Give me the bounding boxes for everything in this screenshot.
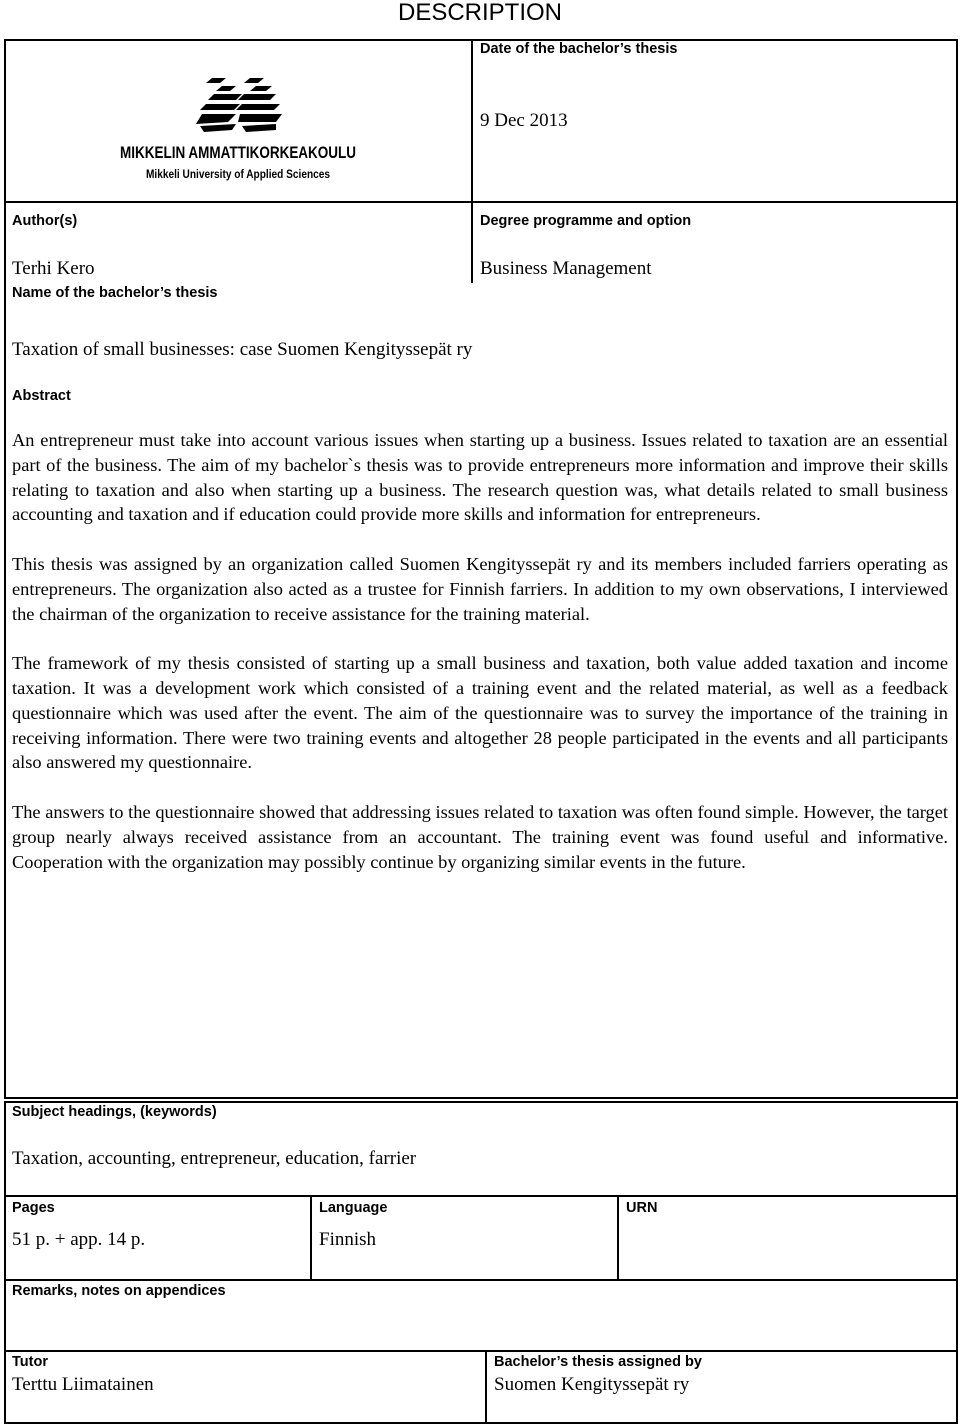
header-divider-horizontal (4, 201, 958, 203)
remarks-label: Remarks, notes on appendices (12, 1283, 226, 1299)
tutor-value: Terttu Liimatainen (12, 1374, 154, 1395)
tutor-label: Tutor (12, 1354, 48, 1370)
keywords-value: Taxation, accounting, entrepreneur, education, farrier (12, 1148, 417, 1169)
author-label: Author(s) (12, 213, 78, 229)
abstract-body (12, 428, 948, 899)
language-value: Finnish (319, 1229, 377, 1250)
language-divider (617, 1195, 619, 1281)
date-value: 9 Dec 2013 (480, 110, 568, 131)
abstract-paragraph: The answers to the questionnaire showed that addressing issues related to taxation was often found simple. However, the target group nearly always received assistance from an accountant. The training event was found useful and informative. Cooperation with the organization may possibly continue by organizing similar events in the future. (12, 801, 948, 872)
pages-divider (310, 1195, 312, 1281)
language-label: Language (319, 1200, 388, 1216)
degree-value: Business Management (480, 258, 652, 279)
author-value: Terhi Kero (12, 258, 95, 279)
logo-emblem-icon (116, 74, 360, 186)
pages-language-urn-box (4, 1195, 958, 1281)
degree-label: Degree programme and option (480, 213, 692, 229)
page-title: DESCRIPTION (397, 0, 562, 26)
pages-value: 51 p. + app. 14 p. (12, 1229, 146, 1250)
university-logo (116, 74, 360, 186)
thesis-name-value: Taxation of small businesses: case Suomen Kengityssepät ry (12, 339, 473, 360)
urn-label: URN (626, 1200, 658, 1216)
header-divider-vertical (471, 39, 473, 283)
logo-name: MIKKELIN AMMATTIKORKEAKOULU (120, 143, 356, 162)
tutor-divider (485, 1350, 487, 1424)
abstract-label: Abstract (12, 388, 71, 404)
date-label: Date of the bachelor’s thesis (480, 41, 678, 57)
abstract-paragraph: This thesis was assigned by an organization called Suomen Kengityssepät ry and its members included farriers operating as entrepreneurs. The organization also acted as a trustee for Finnish farriers. In addition to my own observations, I interviewed the chairman of the organization to receive assistance for the training material. (12, 553, 948, 624)
abstract-paragraph: An entrepreneur must take into account various issues when starting up a business. Issues related to taxation are an essential part of the business. The aim of my bachelor`s thesis was to provide entrepreneurs more information and improve their skills relating to taxation and also when starting up a business. The research question was, what details related to small business accounting and taxation and if education could provide more skills and information for entrepreneurs. (12, 430, 948, 525)
keywords-label: Subject headings, (keywords) (12, 1104, 217, 1120)
thesis-name-label: Name of the bachelor’s thesis (12, 285, 218, 301)
assigned-by-value: Suomen Kengityssepät ry (494, 1374, 690, 1395)
abstract-paragraph: The framework of my thesis consisted of starting up a small business and taxation, both value added taxation and income taxation. It was a development work which consisted of a training event and the related material, as well as a feedback questionnaire which was used after the event. The aim of the questionnaire was to survey the importance of the training in receiving information. There were two training events and altogether 28 people participated in the events and all participants also answered my questionnaire. (12, 653, 948, 773)
pages-label: Pages (12, 1200, 55, 1216)
logo-subtitle: Mikkeli University of Applied Sciences (146, 169, 330, 181)
assigned-by-label: Bachelor’s thesis assigned by (494, 1354, 702, 1370)
